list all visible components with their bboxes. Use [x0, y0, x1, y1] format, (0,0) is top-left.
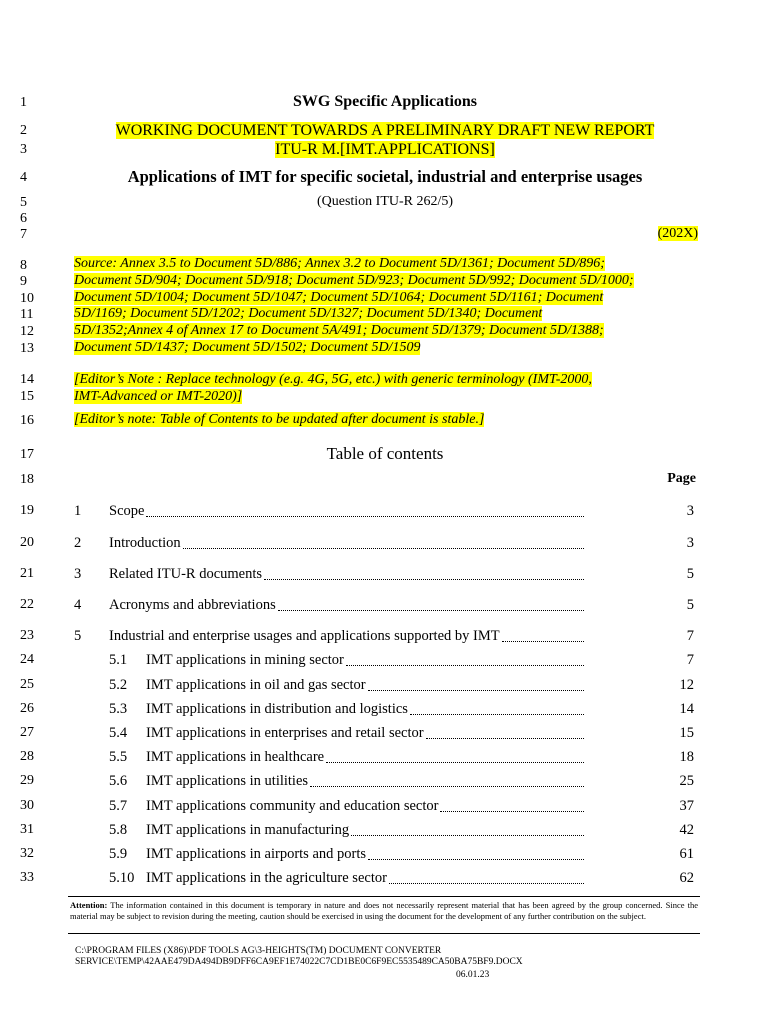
toc-dot-leader — [278, 597, 584, 611]
toc-entry-text: Related ITU-R documents — [109, 566, 263, 582]
toc-entry[interactable] — [74, 628, 694, 648]
toc-title: Table of contents — [326, 444, 444, 463]
toc-entry-text: Acronyms and abbreviations — [109, 597, 276, 613]
toc-entry[interactable] — [74, 822, 694, 842]
line-number: 31 — [20, 822, 34, 837]
line-number: 26 — [20, 701, 34, 716]
toc-entry-text: IMT applications in distribution and logistics — [146, 701, 408, 717]
toc-entry-page: 12 — [679, 677, 694, 693]
line-number: 33 — [20, 870, 34, 885]
source-line: 5D/1169; Document 5D/1202; Document 5D/1327; Document 5D/1340; Document — [74, 306, 543, 322]
toc-entry-number: 5.4 — [109, 725, 128, 741]
toc-entry-page: 15 — [679, 725, 694, 741]
toc-entry-number: 5.3 — [109, 701, 128, 717]
line-number: 5 — [20, 195, 27, 210]
attention-box — [68, 896, 700, 934]
toc-entry-text: IMT applications in manufacturing — [146, 822, 350, 838]
line-number: 6 — [20, 211, 27, 226]
toc-entry-text: IMT applications in oil and gas sector — [146, 677, 366, 693]
toc-entry-page: 3 — [686, 535, 694, 551]
toc-entry[interactable] — [74, 870, 694, 890]
working-document-line-1: WORKING DOCUMENT TOWARDS A PRELIMINARY DRAFT NEW REPORT — [115, 122, 655, 139]
line-number: 3 — [20, 142, 27, 157]
question-reference: (Question ITU-R 262/5) — [316, 194, 454, 209]
toc-entry-page: 62 — [679, 870, 694, 886]
toc-dot-leader — [346, 652, 584, 666]
file-path — [75, 946, 695, 968]
toc-entry[interactable] — [74, 566, 694, 586]
toc-dot-leader — [264, 566, 584, 580]
toc-entry-page: 18 — [679, 749, 694, 765]
toc-entry-text: IMT applications community and education sector — [146, 798, 439, 814]
line-number: 4 — [20, 170, 27, 185]
line-number: 21 — [20, 566, 34, 581]
toc-entry-text: IMT applications in enterprises and retail sector — [146, 725, 424, 741]
source-block — [74, 256, 700, 357]
file-path-line-2: SERVICE\TEMP\42AAE479DA494DB9DFF6CA9EF1E74022C7CD1BE0C6F9EC5535489CA50BA75BF9.DOCX — [75, 957, 523, 967]
attention-text: The information contained in this document is temporary in nature and does not necessarily represent material that has been agreed by the group concerned. Since the material may be subject to revision during the meeting, caution should be exercised in using the document for the development of any further contribution on the subject. — [70, 900, 698, 921]
line-number: 13 — [20, 341, 34, 356]
toc-entry[interactable] — [74, 677, 694, 697]
toc-entry-page: 61 — [679, 846, 694, 862]
toc-entry-page: 3 — [686, 503, 694, 519]
swg-heading: SWG Specific Applications — [292, 93, 478, 110]
line-number: 7 — [20, 227, 27, 242]
toc-dot-leader — [389, 870, 584, 884]
source-line: 5D/1352;Annex 4 of Annex 17 to Document 5A/491; Document 5D/1379; Document 5D/1388; — [74, 323, 604, 339]
line-number: 2 — [20, 123, 27, 138]
toc-dot-leader — [351, 822, 584, 836]
line-number: 22 — [20, 597, 34, 612]
toc-entry[interactable] — [74, 725, 694, 745]
toc-entry[interactable] — [74, 535, 694, 555]
line-number: 9 — [20, 274, 27, 289]
toc-dot-leader — [410, 701, 584, 715]
toc-entry[interactable] — [74, 701, 694, 721]
toc-entry-text: Scope — [109, 503, 145, 519]
line-number: 11 — [20, 307, 34, 322]
line-number: 24 — [20, 652, 34, 667]
line-number: 30 — [20, 798, 34, 813]
toc-dot-leader — [310, 773, 584, 787]
line-number: 16 — [20, 413, 34, 428]
toc-entry-text: IMT applications in airports and ports — [146, 846, 367, 862]
source-line: Source: Annex 3.5 to Document 5D/886; Annex 3.2 to Document 5D/1361; Document 5D/896; — [74, 256, 605, 271]
line-number: 19 — [20, 503, 34, 518]
working-document-line-2: ITU-R M.[IMT.APPLICATIONS] — [275, 141, 495, 158]
line-number: 1 — [20, 95, 27, 110]
line-number: 10 — [20, 291, 34, 306]
toc-dot-leader — [368, 846, 584, 860]
line-number: 20 — [20, 535, 34, 550]
line-number: 18 — [20, 472, 34, 487]
editor-note-toc-text: [Editor’s note: Table of Contents to be updated after document is stable.] — [74, 412, 485, 427]
toc-page-label: Page — [667, 471, 696, 486]
toc-entry[interactable] — [74, 503, 694, 523]
editor-note-technology — [74, 371, 700, 405]
toc-entry-page: 14 — [679, 701, 694, 717]
toc-entry-text: Industrial and enterprise usages and applications supported by IMT — [109, 628, 500, 644]
source-line: Document 5D/1437; Document 5D/1502; Document 5D/1509 — [74, 339, 421, 355]
line-number: 17 — [20, 447, 34, 462]
toc-dot-leader — [183, 535, 584, 549]
toc-entry-text: IMT applications in healthcare — [146, 749, 325, 765]
toc-entry-page: 5 — [686, 597, 694, 613]
line-number: 28 — [20, 749, 34, 764]
line-number: 25 — [20, 677, 34, 692]
toc-entry[interactable] — [74, 652, 694, 672]
toc-dot-leader — [502, 628, 584, 642]
toc-entry-page: 5 — [686, 566, 694, 582]
editor-note-line-2: IMT-Advanced or IMT-2020)] — [74, 389, 243, 404]
toc-entry-number: 1 — [74, 503, 82, 519]
toc-entry-number: 5.10 — [109, 870, 135, 886]
toc-entry[interactable] — [74, 597, 694, 617]
toc-entry-number: 5.7 — [109, 798, 128, 814]
toc-entry-number: 2 — [74, 535, 82, 551]
toc-entry[interactable] — [74, 798, 694, 818]
working-document-heading — [70, 121, 700, 159]
toc-entry-page: 7 — [686, 652, 694, 668]
line-number: 23 — [20, 628, 34, 643]
toc-entry-text: Introduction — [109, 535, 181, 551]
toc-dot-leader — [426, 725, 584, 739]
toc-entry-page: 7 — [686, 628, 694, 644]
toc-entry-number: 5 — [74, 628, 82, 644]
toc-entry[interactable] — [74, 749, 694, 769]
year-text: (202X) — [657, 226, 698, 241]
toc-entry-text: IMT applications in the agriculture sector — [146, 870, 387, 886]
toc-entry-number: 5.2 — [109, 677, 128, 693]
toc-entry-text: IMT applications in utilities — [146, 773, 309, 789]
toc-entry-page: 42 — [679, 822, 694, 838]
toc-entry-number: 5.9 — [109, 846, 128, 862]
toc-dot-leader — [146, 503, 584, 517]
line-number: 15 — [20, 389, 34, 404]
toc-entry-number: 5.6 — [109, 773, 128, 789]
line-number: 29 — [20, 773, 34, 788]
attention-label: Attention: — [70, 900, 108, 910]
toc-entry-text: IMT applications in mining sector — [146, 652, 344, 668]
editor-note-toc — [74, 412, 484, 428]
line-number: 27 — [20, 725, 34, 740]
toc-entry-page: 25 — [679, 773, 694, 789]
toc-entry-page: 37 — [679, 798, 694, 814]
toc-dot-leader — [368, 677, 584, 691]
year-label — [658, 226, 698, 242]
line-number: 32 — [20, 846, 34, 861]
toc-entry-number: 5.1 — [109, 652, 128, 668]
toc-entry[interactable] — [74, 773, 694, 793]
toc-entry-number: 4 — [74, 597, 82, 613]
toc-dot-leader — [440, 798, 584, 812]
file-path-line-1: C:\PROGRAM FILES (X86)\PDF TOOLS AG\3-HEIGHTS(TM) DOCUMENT CONVERTER — [75, 946, 442, 956]
source-line: Document 5D/1004; Document 5D/1047; Document 5D/1064; Document 5D/1161; Document — [74, 289, 604, 305]
toc-entry[interactable] — [74, 846, 694, 866]
line-number: 8 — [20, 258, 27, 273]
line-number: 14 — [20, 372, 34, 387]
document-title: Applications of IMT for specific societal, industrial and enterprise usages — [127, 167, 643, 186]
toc-entry-number: 3 — [74, 566, 82, 582]
toc-entry-number: 5.5 — [109, 749, 128, 765]
toc-dot-leader — [326, 749, 584, 763]
source-line: Document 5D/904; Document 5D/918; Document 5D/923; Document 5D/992; Document 5D/1000; — [74, 272, 634, 288]
editor-note-line-1: [Editor’s Note : Replace technology (e.g. 4G, 5G, etc.) with generic terminology (IMT-2000, — [74, 372, 592, 387]
document-date: 06.01.23 — [456, 970, 490, 980]
line-number: 12 — [20, 324, 34, 339]
toc-entry-number: 5.8 — [109, 822, 128, 838]
